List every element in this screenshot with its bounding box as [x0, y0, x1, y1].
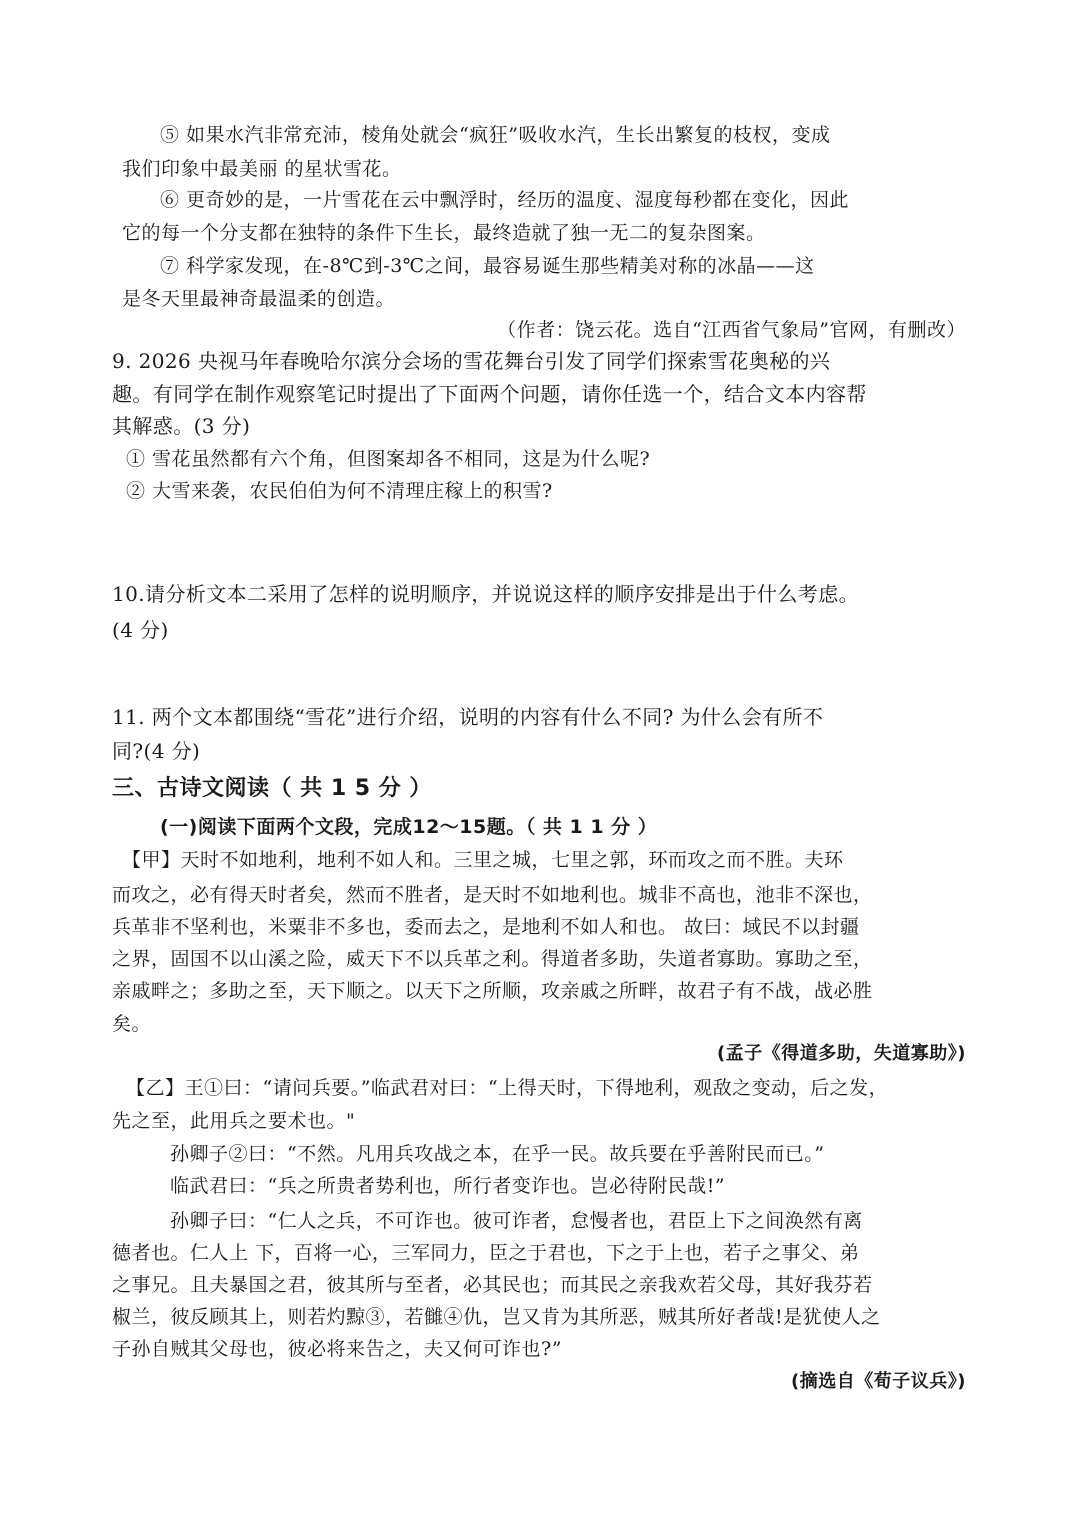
question-11-line-2: 同?(4 分) — [112, 739, 201, 763]
passage-yi-line-8: 椒兰，彼反顾其上，则若灼黥③，若雠④仇，岂又肯为其所恶，贼其所好者哉!是犹使人之 — [112, 1306, 881, 1328]
question-9-line-3: 其解惑。(3 分) — [112, 414, 251, 438]
passage-yi-line-3: 孙卿子②曰：“不然。凡用兵攻战之本，在乎一民。故兵要在乎善附民而已。” — [170, 1143, 825, 1165]
passage-yi-line-9: 子孙自贼其父母也，彼必将来告之，夫又何可诈也?” — [112, 1338, 562, 1360]
passage-yi-line-1: 【乙】王①曰：“请问兵要。”临武君对曰：“上得天时，下得地利，观敌之变动，后之发， — [126, 1077, 889, 1099]
passage-jia-line-1: 【甲】天时不如地利，地利不如人和。三里之城，七里之郭，环而攻之而不胜。夫环 — [122, 849, 844, 871]
passage-jia-line-3: 兵革非不坚利也，米粟非不多也，委而去之，是地利不如人和也。 故曰：域民不以封疆 — [112, 916, 860, 938]
para-5-line-1: ⑤ 如果水汽非常充沛，棱角处就会“疯狂”吸收水汽，生长出繁复的枝杈，变成 — [160, 124, 831, 146]
passage-jia-line-4: 之界，固国不以山溪之险，威天下不以兵革之利。得道者多助，失道者寡助。寡助之至， — [112, 948, 873, 970]
question-11-line-1: 11. 两个文本都围绕“雪花”进行介绍，说明的内容有什么不同? 为什么会有所不 — [112, 705, 824, 729]
passage-yi-line-5: 孙卿子曰：“仁人之兵，不可诈也。彼可诈者，怠慢者也，君臣上下之间涣然有离 — [170, 1210, 863, 1232]
section-3-part-1-title: (一)阅读下面两个文段，完成12～15题。（ 共 1 1 分 ） — [160, 816, 658, 838]
passage-yi-line-2: 先之至，此用兵之要术也。" — [112, 1110, 356, 1132]
para-7-line-2: 是冬天里最神奇最温柔的创造。 — [122, 288, 396, 310]
text2-source: （作者：饶云花。选自“江西省气象局”官网，有删改） — [497, 319, 966, 341]
passage-jia-line-2: 而攻之，必有得天时者矣，然而不胜者，是天时不如地利也。城非不高也，池非不深也， — [112, 884, 873, 906]
question-10-line-1: 10.请分析文本二采用了怎样的说明顺序，并说说这样的顺序安排是出于什么考虑。 — [112, 582, 860, 606]
para-6-line-2: 它的每一个分支都在独特的条件下生长，最终造就了独一无二的复杂图案。 — [122, 222, 766, 244]
passage-jia-source: (孟子《得道多助，失道寡助》) — [717, 1043, 966, 1064]
question-9-line-2: 趣。有同学在制作观察笔记时提出了下面两个问题，请你任选一个，结合文本内容帮 — [112, 382, 867, 406]
passage-yi-line-7: 之事兄。且夫暴国之君，彼其所与至者，必其民也；而其民之亲我欢若父母，其好我芬若 — [112, 1274, 873, 1296]
passage-yi-source: (摘选自《荀子议兵》) — [791, 1371, 966, 1392]
question-10-line-2: (4 分) — [112, 618, 169, 642]
passage-jia-line-6: 矣。 — [112, 1013, 152, 1035]
passage-yi-line-6: 德者也。仁人上 下，百将一心，三军同力，臣之于君也，下之于上也，若子之事父、弟 — [112, 1242, 860, 1264]
para-7-line-1: ⑦ 科学家发现，在-8℃到-3℃之间，最容易诞生那些精美对称的冰晶——这 — [160, 255, 815, 277]
passage-jia-line-5: 亲戚畔之；多助之至，天下顺之。以天下之所顺，攻亲戚之所畔，故君子有不战，战必胜 — [112, 980, 873, 1002]
question-9-line-1: 9. 2026 央视马年春晚哈尔滨分会场的雪花舞台引发了同学们探索雪花奥秘的兴 — [112, 349, 831, 373]
para-6-line-1: ⑥ 更奇妙的是，一片雪花在云中飘浮时，经历的温度、湿度每秒都在变化，因此 — [160, 189, 850, 211]
question-9-sub-1: ① 雪花虽然都有六个角，但图案却各不相同，这是为什么呢? — [126, 448, 651, 470]
para-5-line-2: 我们印象中最美丽 的星状雪花。 — [122, 158, 402, 180]
question-9-sub-2: ② 大雪来袭，农民伯伯为何不清理庄稼上的积雪? — [126, 480, 553, 502]
section-3-title: 三、古诗文阅读（ 共 1 5 分 ） — [112, 776, 432, 801]
passage-yi-line-4: 临武君曰：“兵之所贵者势利也，所行者变诈也。岂必待附民哉!” — [170, 1175, 726, 1197]
